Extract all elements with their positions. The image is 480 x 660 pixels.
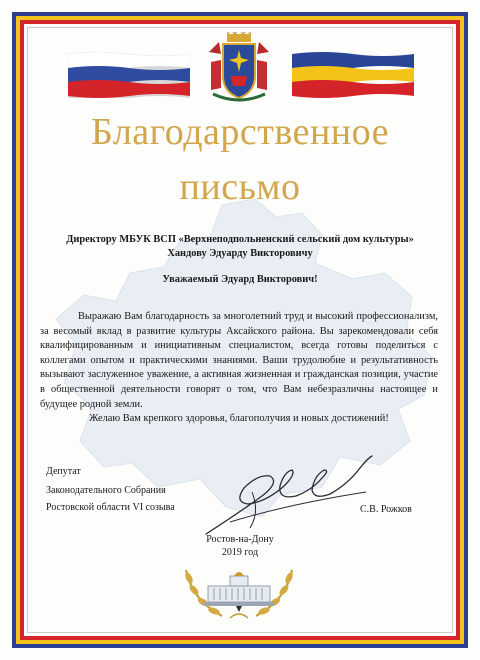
city: Ростов-на-Дону: [206, 534, 274, 545]
signatory-title-1: Депутат: [46, 466, 81, 477]
greeting: Уважаемый Эдуард Викторович!: [162, 274, 318, 285]
signatory-title-2: Законодательного Собрания: [46, 485, 166, 496]
title-line-1: Благодарственное: [91, 111, 389, 153]
signatory-title-3: Ростовской области VI созыва: [46, 502, 175, 513]
addressee-position: Директору МБУК ВСП «Верхнеподпольненский сельский дом культуры»: [66, 234, 414, 245]
body-wish: Желаю Вам крепкого здоровья, благополучия и новых достижений!: [89, 413, 389, 425]
year: 2019 год: [221, 547, 259, 558]
handwritten-signature: [200, 452, 375, 544]
rostov-coat-of-arms-icon: [205, 32, 273, 104]
legislative-assembly-emblem-icon: [176, 556, 302, 622]
rostov-region-flag: [292, 52, 414, 98]
body-paragraph: Выражаю Вам благодарность за многолетний труд и высокий профессионализм, за весомый вклад в развитие культуры Аксайского района. Вы зарекомендовали себя квалифицированным и инициативным специалистом, всегда готовы поделиться с коллегами опытом и практическими знаниями. Ваши трудолюбие и результативность вызывают заслуженное уважение, а активная жизненная и гражданская позиция, участие в общественной деятельности говорят о том, что Вам небезразличны настоящее и будущее родной земли.: [40, 311, 438, 410]
title-line-2: письмо: [179, 166, 301, 208]
addressee-name: Хандову Эдуарду Викторовичу: [167, 248, 313, 259]
russian-flag: [68, 52, 190, 98]
signatory-name: С.В. Рожков: [360, 504, 412, 515]
letter-body: [40, 310, 438, 427]
